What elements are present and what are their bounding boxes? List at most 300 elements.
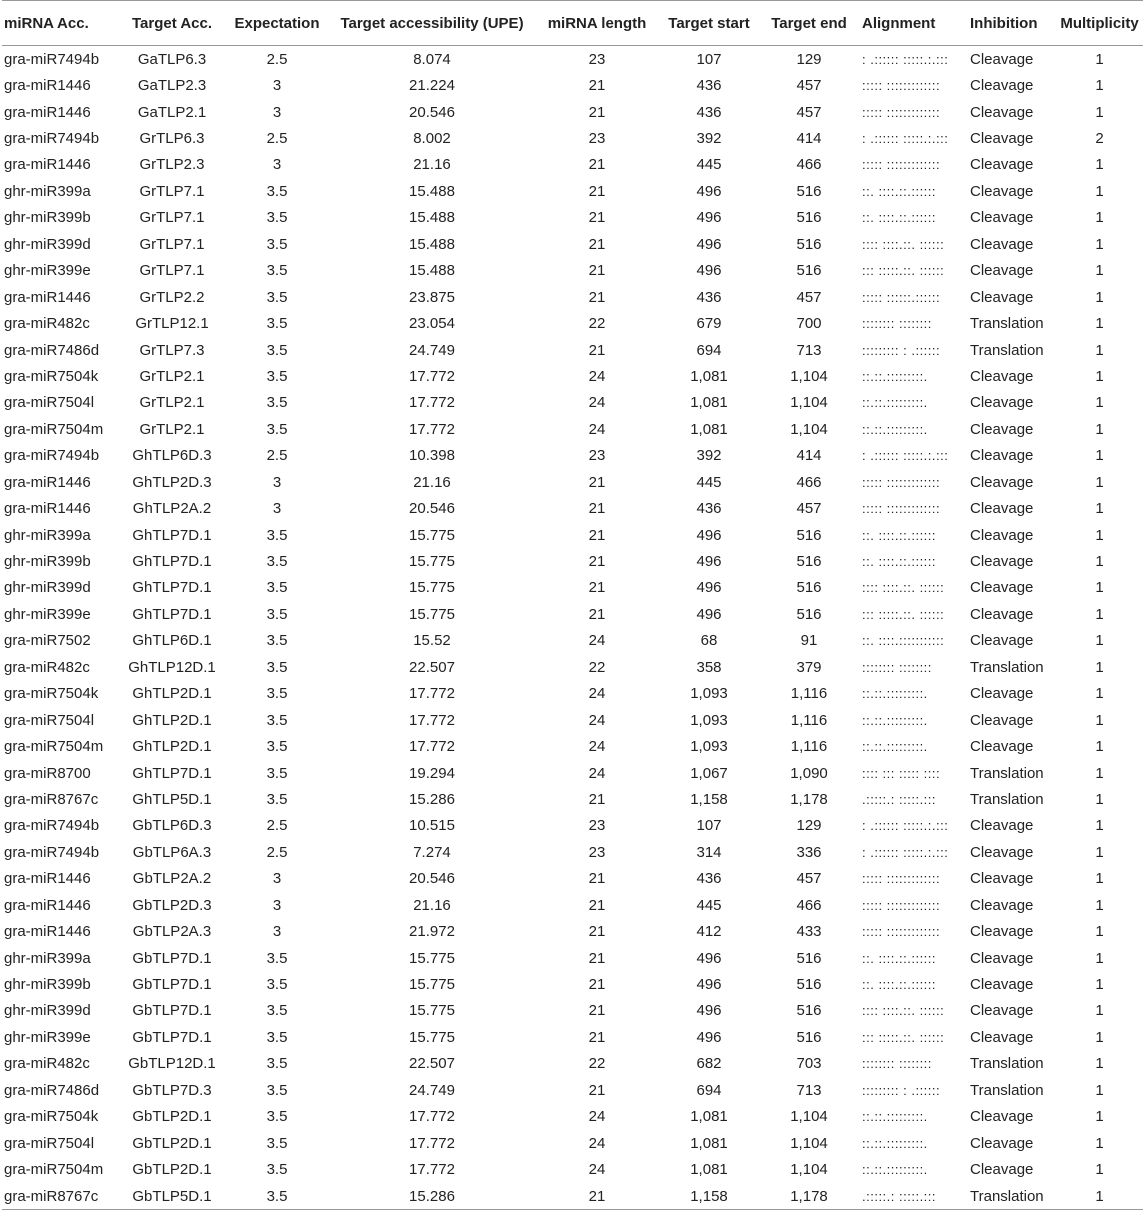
multiplicity-cell: 1	[1095, 1081, 1104, 1099]
target-end-cell: 91	[800, 632, 818, 650]
multiplicity-cell: 1	[1095, 182, 1104, 200]
expectation-cell: 3.5	[266, 1161, 288, 1179]
target-acc-cell: GhTLP7D.1	[132, 526, 212, 544]
inhibition-cell: Cleavage	[970, 420, 1034, 438]
multiplicity-cell: 1	[1095, 367, 1104, 385]
target-acc-cell: GhTLP6D.3	[132, 447, 212, 465]
target-accessibility-cell: 15.488	[409, 235, 455, 253]
alignment-cell: ::::: :::::::::::::	[862, 474, 941, 490]
table-row	[2, 1130, 1143, 1156]
expectation-cell: 3	[272, 103, 282, 121]
target-accessibility-cell: 15.775	[409, 553, 455, 571]
inhibition-cell: Translation	[970, 1187, 1044, 1205]
inhibition-cell: Cleavage	[970, 50, 1034, 68]
multiplicity-cell: 1	[1095, 1161, 1104, 1179]
target-end-cell: 1,104	[790, 420, 828, 438]
mirna-length-cell: 24	[588, 685, 606, 703]
target-start-cell: 1,067	[690, 764, 728, 782]
target-start-cell: 445	[696, 156, 722, 174]
inhibition-cell: Cleavage	[970, 1108, 1034, 1126]
target-acc-cell: GhTLP5D.1	[132, 790, 212, 808]
mirna-length-cell: 21	[588, 923, 606, 941]
table-row	[2, 628, 1143, 654]
inhibition-cell: Cleavage	[970, 632, 1034, 650]
multiplicity-cell: 1	[1095, 738, 1104, 756]
table-row	[2, 866, 1143, 892]
table-row	[2, 1024, 1143, 1050]
alignment-cell: ::. ::::.::.::::::	[862, 210, 937, 226]
mirna-length-cell: 21	[588, 182, 606, 200]
target-acc-cell: GhTLP7D.1	[132, 605, 212, 623]
table-row	[2, 310, 1143, 336]
target-start-cell: 412	[696, 923, 722, 941]
mirna-length-cell: 21	[588, 790, 606, 808]
header-row	[2, 1, 1143, 46]
inhibition-cell: Cleavage	[970, 235, 1034, 253]
inhibition-cell: Cleavage	[970, 473, 1034, 491]
target-accessibility-cell: 20.546	[409, 500, 455, 518]
mirna-acc-cell: gra-miR7504m	[4, 738, 104, 756]
alignment-cell: : .:::::: :::::.:.:::	[862, 448, 949, 464]
mirna-length-cell: 21	[588, 526, 606, 544]
table-row	[2, 892, 1143, 918]
alignment-cell: ::::: :::::::::::::	[862, 78, 941, 94]
alignment-cell: ::.::.:::::::::.	[862, 1109, 928, 1125]
target-accessibility-cell: 17.772	[409, 367, 455, 385]
expectation-cell: 3.5	[266, 394, 288, 412]
multiplicity-cell: 1	[1095, 632, 1104, 650]
target-end-cell: 516	[796, 262, 822, 280]
target-accessibility-cell: 15.52	[413, 632, 451, 650]
multiplicity-cell: 1	[1095, 896, 1104, 914]
expectation-cell: 3	[272, 77, 282, 95]
target-start-cell: 445	[696, 473, 722, 491]
alignment-cell: ::. ::::.:::::::::::	[862, 633, 945, 649]
target-end-cell: 516	[796, 579, 822, 597]
mirna-length-cell: 21	[588, 553, 606, 571]
alignment-cell: :::: ::::.::. ::::::	[862, 580, 945, 596]
table-row	[2, 495, 1143, 521]
mirna-acc-cell: gra-miR7504l	[4, 394, 95, 412]
target-start-cell: 1,081	[690, 394, 728, 412]
mirna-acc-cell: gra-miR1446	[4, 77, 91, 95]
mirna-length-cell: 24	[588, 394, 606, 412]
expectation-cell: 3.5	[266, 553, 288, 571]
expectation-cell: 3.5	[266, 235, 288, 253]
target-end-cell: 1,116	[790, 685, 828, 703]
target-start-cell: 1,093	[690, 711, 728, 729]
mirna-acc-cell: gra-miR7486d	[4, 1081, 100, 1099]
target-accessibility-cell: 15.488	[409, 209, 455, 227]
target-acc-cell: GrTLP2.2	[139, 288, 205, 306]
mirna-length-cell: 21	[588, 235, 606, 253]
alignment-cell: ::. ::::.::.::::::	[862, 950, 937, 966]
target-accessibility-cell: 17.772	[409, 1161, 455, 1179]
expectation-cell: 3.5	[266, 764, 288, 782]
column-header-expectation: Expectation	[234, 14, 320, 32]
mirna-acc-cell: gra-miR8767c	[4, 790, 99, 808]
multiplicity-cell: 1	[1095, 447, 1104, 465]
target-start-cell: 496	[696, 949, 722, 967]
table-row	[2, 1077, 1143, 1103]
target-acc-cell: GrTLP7.1	[139, 235, 205, 253]
mirna-acc-cell: gra-miR7494b	[4, 817, 100, 835]
expectation-cell: 3.5	[266, 605, 288, 623]
inhibition-cell: Cleavage	[970, 1028, 1034, 1046]
mirna-length-cell: 21	[588, 1081, 606, 1099]
target-start-cell: 1,093	[690, 738, 728, 756]
mirna-acc-cell: ghr-miR399a	[4, 526, 91, 544]
target-start-cell: 1,081	[690, 367, 728, 385]
inhibition-cell: Cleavage	[970, 130, 1034, 148]
mirna-acc-cell: ghr-miR399e	[4, 262, 91, 280]
target-start-cell: 436	[696, 103, 722, 121]
mirna-acc-cell: gra-miR482c	[4, 658, 90, 676]
target-acc-cell: GbTLP7D.3	[132, 1081, 212, 1099]
table-body	[2, 46, 1143, 1210]
target-end-cell: 457	[796, 288, 822, 306]
table-row	[2, 99, 1143, 125]
expectation-cell: 3.5	[266, 341, 288, 359]
target-end-cell: 1,104	[790, 1134, 828, 1152]
multiplicity-cell: 1	[1095, 817, 1104, 835]
expectation-cell: 2.5	[266, 50, 288, 68]
target-start-cell: 436	[696, 870, 722, 888]
target-acc-cell: GrTLP7.3	[139, 341, 205, 359]
target-accessibility-cell: 15.775	[409, 976, 455, 994]
mirna-acc-cell: gra-miR7504k	[4, 1108, 99, 1126]
mirna-length-cell: 21	[588, 209, 606, 227]
mirna-acc-cell: gra-miR1446	[4, 923, 91, 941]
mirna-length-cell: 21	[588, 473, 606, 491]
table-row	[2, 178, 1143, 204]
table-row	[2, 918, 1143, 944]
mirna-acc-cell: gra-miR7504m	[4, 1161, 104, 1179]
target-end-cell: 1,116	[790, 711, 828, 729]
alignment-cell: ::.::.:::::::::.	[862, 1162, 928, 1178]
alignment-cell: :::: ::::.::. ::::::	[862, 1003, 945, 1019]
expectation-cell: 2.5	[266, 843, 288, 861]
mirna-acc-cell: gra-miR7494b	[4, 447, 100, 465]
multiplicity-cell: 1	[1095, 473, 1104, 491]
target-acc-cell: GbTLP7D.1	[132, 1002, 212, 1020]
target-end-cell: 516	[796, 605, 822, 623]
target-start-cell: 107	[696, 817, 722, 835]
alignment-cell: ::::: :::::::::::::	[862, 897, 941, 913]
alignment-cell: : .:::::: :::::.:.:::	[862, 51, 949, 67]
target-accessibility-cell: 15.286	[409, 1187, 455, 1205]
mirna-length-cell: 21	[588, 579, 606, 597]
alignment-cell: ::.::.:::::::::.	[862, 421, 928, 437]
target-acc-cell: GbTLP12D.1	[128, 1055, 216, 1073]
inhibition-cell: Cleavage	[970, 949, 1034, 967]
target-acc-cell: GbTLP2D.1	[132, 1134, 212, 1152]
inhibition-cell: Cleavage	[970, 605, 1034, 623]
expectation-cell: 3	[272, 923, 282, 941]
target-end-cell: 516	[796, 1002, 822, 1020]
target-acc-cell: GhTLP2D.1	[132, 711, 212, 729]
target-accessibility-cell: 17.772	[409, 1108, 455, 1126]
target-end-cell: 516	[796, 209, 822, 227]
expectation-cell: 3.5	[266, 288, 288, 306]
target-accessibility-cell: 23.875	[409, 288, 455, 306]
alignment-cell: :::::::: ::::::::	[862, 659, 932, 675]
column-header-mirna-acc: miRNA Acc.	[4, 14, 89, 32]
target-end-cell: 700	[796, 315, 822, 333]
alignment-cell: ::.::.:::::::::.	[862, 368, 928, 384]
target-start-cell: 496	[696, 262, 722, 280]
table-row	[2, 1183, 1143, 1210]
alignment-cell: :::::::: ::::::::	[862, 1056, 932, 1072]
target-start-cell: 496	[696, 1002, 722, 1020]
expectation-cell: 3	[272, 500, 282, 518]
inhibition-cell: Cleavage	[970, 1002, 1034, 1020]
target-acc-cell: GbTLP7D.1	[132, 1028, 212, 1046]
target-acc-cell: GhTLP7D.1	[132, 579, 212, 597]
mirna-length-cell: 23	[588, 817, 606, 835]
target-acc-cell: GhTLP7D.1	[132, 764, 212, 782]
target-acc-cell: GhTLP2D.3	[132, 473, 212, 491]
target-start-cell: 436	[696, 77, 722, 95]
target-acc-cell: GhTLP6D.1	[132, 632, 212, 650]
target-start-cell: 496	[696, 605, 722, 623]
expectation-cell: 3.5	[266, 1108, 288, 1126]
target-start-cell: 358	[696, 658, 722, 676]
table-row	[2, 548, 1143, 574]
multiplicity-cell: 1	[1095, 235, 1104, 253]
mirna-acc-cell: gra-miR1446	[4, 896, 91, 914]
mirna-acc-cell: gra-miR1446	[4, 473, 91, 491]
target-acc-cell: GrTLP2.1	[139, 367, 205, 385]
expectation-cell: 2.5	[266, 817, 288, 835]
target-end-cell: 713	[796, 341, 822, 359]
inhibition-cell: Cleavage	[970, 896, 1034, 914]
inhibition-cell: Cleavage	[970, 500, 1034, 518]
table-row	[2, 390, 1143, 416]
target-accessibility-cell: 17.772	[409, 1134, 455, 1152]
target-accessibility-cell: 15.775	[409, 605, 455, 623]
target-end-cell: 516	[796, 526, 822, 544]
table-row	[2, 46, 1143, 73]
multiplicity-cell: 1	[1095, 103, 1104, 121]
target-end-cell: 1,178	[790, 1187, 828, 1205]
target-accessibility-cell: 15.775	[409, 579, 455, 597]
target-start-cell: 1,093	[690, 685, 728, 703]
inhibition-cell: Cleavage	[970, 1134, 1034, 1152]
target-end-cell: 516	[796, 182, 822, 200]
target-end-cell: 516	[796, 1028, 822, 1046]
multiplicity-cell: 1	[1095, 1134, 1104, 1152]
alignment-cell: ::::: :::::::::::::	[862, 871, 941, 887]
alignment-cell: : .:::::: :::::.:.:::	[862, 131, 949, 147]
table-row	[2, 971, 1143, 997]
column-header-alignment: Alignment	[862, 14, 936, 32]
multiplicity-cell: 1	[1095, 1028, 1104, 1046]
mirna-acc-cell: gra-miR7494b	[4, 843, 100, 861]
target-accessibility-cell: 8.074	[413, 50, 451, 68]
target-start-cell: 107	[696, 50, 722, 68]
expectation-cell: 3.5	[266, 976, 288, 994]
table-row	[2, 416, 1143, 442]
mirna-length-cell: 24	[588, 738, 606, 756]
expectation-cell: 3.5	[266, 209, 288, 227]
expectation-cell: 3.5	[266, 1134, 288, 1152]
inhibition-cell: Cleavage	[970, 288, 1034, 306]
target-end-cell: 457	[796, 77, 822, 95]
target-start-cell: 436	[696, 500, 722, 518]
column-header-target-acc: Target Acc.	[131, 14, 213, 32]
target-acc-cell: GaTLP2.3	[137, 77, 207, 95]
target-start-cell: 392	[696, 447, 722, 465]
mirna-acc-cell: gra-miR7502	[4, 632, 91, 650]
mirna-acc-cell: gra-miR7504k	[4, 367, 99, 385]
expectation-cell: 3.5	[266, 262, 288, 280]
column-header-mirna-length: miRNA length	[547, 14, 647, 32]
target-acc-cell: GrTLP7.1	[139, 262, 205, 280]
target-accessibility-cell: 22.507	[409, 658, 455, 676]
table-row	[2, 125, 1143, 151]
table-row	[2, 284, 1143, 310]
target-accessibility-cell: 15.775	[409, 949, 455, 967]
multiplicity-cell: 1	[1095, 1002, 1104, 1020]
target-end-cell: 336	[796, 843, 822, 861]
expectation-cell: 3.5	[266, 1028, 288, 1046]
inhibition-cell: Cleavage	[970, 394, 1034, 412]
multiplicity-cell: 1	[1095, 209, 1104, 227]
table-row	[2, 469, 1143, 495]
mirna-length-cell: 21	[588, 77, 606, 95]
multiplicity-cell: 1	[1095, 500, 1104, 518]
target-acc-cell: GhTLP12D.1	[128, 658, 216, 676]
table-row	[2, 760, 1143, 786]
target-start-cell: 496	[696, 976, 722, 994]
expectation-cell: 3.5	[266, 711, 288, 729]
table-row	[2, 839, 1143, 865]
table-row	[2, 1104, 1143, 1130]
multiplicity-cell: 1	[1095, 394, 1104, 412]
target-start-cell: 496	[696, 209, 722, 227]
target-end-cell: 414	[796, 130, 822, 148]
alignment-cell: ::::: :::::::::::::	[862, 157, 941, 173]
table-row	[2, 363, 1143, 389]
mirna-length-cell: 24	[588, 711, 606, 729]
target-end-cell: 457	[796, 500, 822, 518]
expectation-cell: 3.5	[266, 1055, 288, 1073]
mirna-acc-cell: gra-miR7486d	[4, 341, 100, 359]
target-accessibility-cell: 21.16	[413, 896, 451, 914]
target-end-cell: 1,090	[790, 764, 828, 782]
table-row	[2, 575, 1143, 601]
target-end-cell: 457	[796, 870, 822, 888]
alignment-cell: ::::: :::::::::::::	[862, 501, 941, 517]
alignment-cell: ::.::.:::::::::.	[862, 686, 928, 702]
table-row	[2, 72, 1143, 98]
alignment-cell: ::::::::: : .::::::	[862, 342, 941, 358]
multiplicity-cell: 1	[1095, 843, 1104, 861]
inhibition-cell: Cleavage	[970, 579, 1034, 597]
alignment-cell: : .:::::: :::::.:.:::	[862, 818, 949, 834]
target-accessibility-cell: 17.772	[409, 685, 455, 703]
inhibition-cell: Cleavage	[970, 1161, 1034, 1179]
multiplicity-cell: 1	[1095, 526, 1104, 544]
mirna-length-cell: 21	[588, 156, 606, 174]
inhibition-cell: Cleavage	[970, 711, 1034, 729]
alignment-cell: : .:::::: :::::.:.:::	[862, 844, 949, 860]
expectation-cell: 3.5	[266, 367, 288, 385]
mirna-length-cell: 23	[588, 130, 606, 148]
target-start-cell: 694	[696, 1081, 722, 1099]
expectation-cell: 3	[272, 473, 282, 491]
alignment-cell: ::::::::: : .::::::	[862, 1082, 941, 1098]
target-start-cell: 1,158	[690, 1187, 728, 1205]
target-accessibility-cell: 7.274	[413, 843, 451, 861]
target-start-cell: 496	[696, 553, 722, 571]
target-acc-cell: GbTLP2D.1	[132, 1108, 212, 1126]
multiplicity-cell: 1	[1095, 341, 1104, 359]
inhibition-cell: Cleavage	[970, 553, 1034, 571]
target-acc-cell: GhTLP2D.1	[132, 738, 212, 756]
expectation-cell: 3.5	[266, 790, 288, 808]
expectation-cell: 3.5	[266, 526, 288, 544]
target-end-cell: 516	[796, 949, 822, 967]
target-end-cell: 466	[796, 896, 822, 914]
alignment-cell: .:::::.: :::::.:::	[862, 1188, 937, 1204]
mirna-acc-cell: gra-miR7504l	[4, 711, 95, 729]
mirna-acc-cell: gra-miR7504l	[4, 1134, 95, 1152]
target-start-cell: 496	[696, 1028, 722, 1046]
table-row	[2, 1051, 1143, 1077]
target-end-cell: 457	[796, 103, 822, 121]
target-end-cell: 1,178	[790, 790, 828, 808]
multiplicity-cell: 1	[1095, 50, 1104, 68]
mirna-length-cell: 22	[588, 1055, 606, 1073]
alignment-cell: ::. ::::.::.::::::	[862, 183, 937, 199]
mirna-acc-cell: gra-miR8767c	[4, 1187, 99, 1205]
target-end-cell: 433	[796, 923, 822, 941]
inhibition-cell: Cleavage	[970, 103, 1034, 121]
multiplicity-cell: 1	[1095, 1108, 1104, 1126]
target-acc-cell: GbTLP6A.3	[132, 843, 212, 861]
mirna-length-cell: 21	[588, 976, 606, 994]
inhibition-cell: Cleavage	[970, 182, 1034, 200]
mirna-length-cell: 21	[588, 949, 606, 967]
inhibition-cell: Cleavage	[970, 77, 1034, 95]
mirna-length-cell: 21	[588, 896, 606, 914]
target-end-cell: 379	[796, 658, 822, 676]
expectation-cell: 3	[272, 896, 282, 914]
mirna-length-cell: 21	[588, 500, 606, 518]
target-start-cell: 1,081	[690, 1108, 728, 1126]
multiplicity-cell: 1	[1095, 685, 1104, 703]
inhibition-cell: Translation	[970, 658, 1044, 676]
table-row	[2, 1156, 1143, 1182]
mirna-length-cell: 22	[588, 658, 606, 676]
inhibition-cell: Cleavage	[970, 738, 1034, 756]
target-end-cell: 713	[796, 1081, 822, 1099]
alignment-cell: ::::: ::::::.::::::	[862, 289, 941, 305]
table-row	[2, 786, 1143, 812]
target-start-cell: 496	[696, 579, 722, 597]
alignment-cell: ::.::.:::::::::.	[862, 395, 928, 411]
target-start-cell: 1,081	[690, 420, 728, 438]
target-end-cell: 1,104	[790, 394, 828, 412]
mirna-acc-cell: ghr-miR399d	[4, 235, 91, 253]
mirna-length-cell: 24	[588, 1134, 606, 1152]
alignment-cell: .:::::.: :::::.:::	[862, 791, 937, 807]
target-start-cell: 314	[696, 843, 722, 861]
target-acc-cell: GaTLP2.1	[137, 103, 207, 121]
inhibition-cell: Translation	[970, 341, 1044, 359]
